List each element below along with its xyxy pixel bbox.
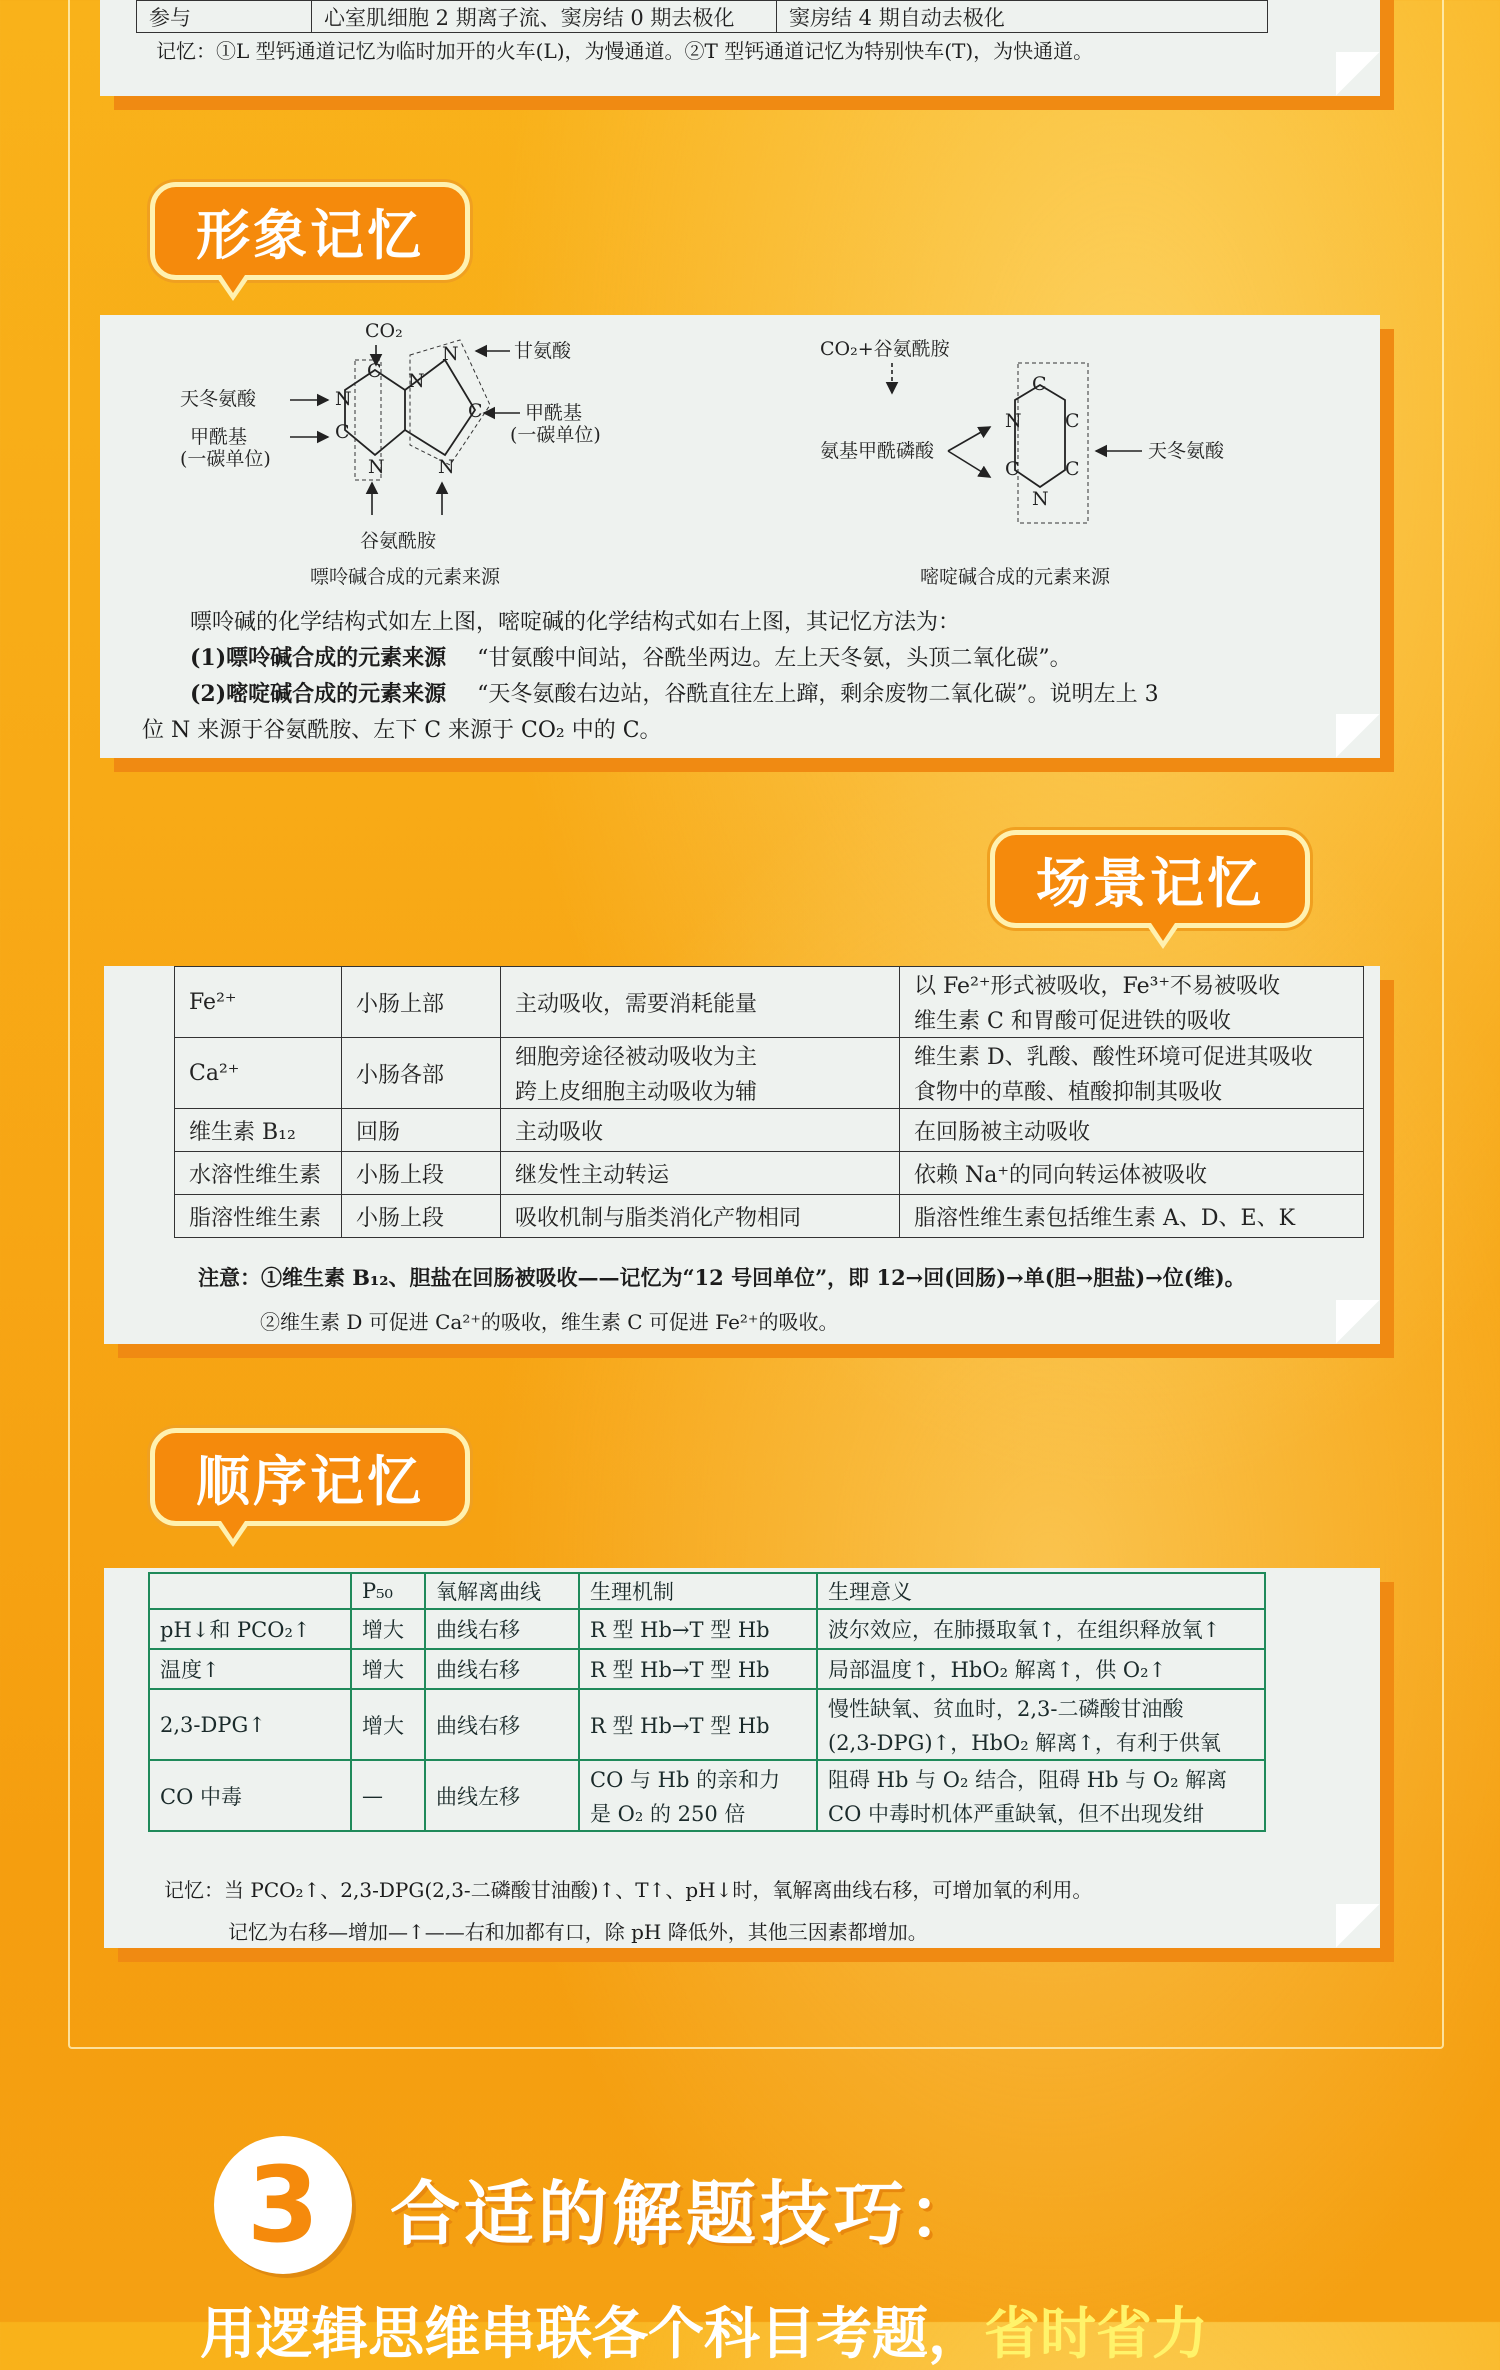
table-header: P₅₀ bbox=[351, 1573, 425, 1609]
purine-caption: 嘌呤碱合成的元素来源 bbox=[310, 566, 501, 588]
svg-text:C: C bbox=[367, 360, 382, 382]
table-cell: 波尔效应，在肺摄取氧↑，在组织释放氧↑ bbox=[817, 1609, 1265, 1649]
table-cell: 增大 bbox=[351, 1689, 425, 1760]
table-cell: 曲线右移 bbox=[425, 1689, 579, 1760]
table-row bbox=[175, 1152, 1364, 1195]
table-cell: 阻碍 Hb 与 O₂ 结合，阻碍 Hb 与 O₂ 解离 bbox=[817, 1760, 1265, 1796]
table-cell: 曲线右移 bbox=[425, 1649, 579, 1689]
para-intro: 嘌呤碱的化学结构式如左上图，嘧啶碱的化学结构式如右上图，其记忆方法为： bbox=[190, 610, 961, 635]
table-cell: 继发性主动转运 bbox=[501, 1152, 900, 1195]
para-pyrimidine-text: “天冬氨酸右边站，谷酰直往左上蹿，剩余废物二氧化碳”。说明左上 3 bbox=[477, 682, 1159, 707]
svg-text:C: C bbox=[1032, 373, 1047, 395]
card-absorption bbox=[104, 966, 1380, 1344]
purine-formyl-left-sub: (一碳单位) bbox=[180, 448, 271, 470]
absorption-table bbox=[174, 966, 1364, 1238]
svg-text:C: C bbox=[335, 421, 350, 443]
svg-text:N: N bbox=[335, 388, 352, 410]
table-cell: R 型 Hb→T 型 Hb bbox=[579, 1649, 817, 1689]
para-purine-label: (1)嘌呤碱合成的元素来源 bbox=[190, 645, 447, 671]
pyrimidine-caption: 嘧啶碱合成的元素来源 bbox=[920, 566, 1111, 588]
table-cell: 温度↑ bbox=[149, 1649, 351, 1689]
pyrimidine-left-label: 氨基甲酰磷酸 bbox=[820, 440, 935, 462]
table-header-row bbox=[149, 1573, 1265, 1609]
table-cell: 局部温度↑，HbO₂ 解离↑，供 O₂↑ bbox=[817, 1649, 1265, 1689]
table-cell: 脂溶性维生素包括维生素 A、D、E、K bbox=[900, 1195, 1364, 1238]
pyrimidine-top-label: CO₂+谷氨酰胺 bbox=[820, 338, 950, 360]
page-fold bbox=[1336, 714, 1380, 758]
table-cell: 回肠 bbox=[342, 1109, 501, 1152]
table-cell: 维生素 D、乳酸、酸性环境可促进其吸收 bbox=[900, 1038, 1364, 1074]
table-cell: 心室肌细胞 2 期离子流、窦房结 0 期去极化 bbox=[312, 1, 777, 33]
svg-text:N: N bbox=[442, 343, 459, 365]
svg-text:N: N bbox=[1032, 488, 1049, 510]
table-cell: 跨上皮细胞主动吸收为辅 bbox=[501, 1073, 900, 1109]
table-row bbox=[175, 967, 1364, 1003]
para-pyrimidine-label: (2)嘧啶碱合成的元素来源 bbox=[190, 681, 447, 707]
table-cell: Ca²⁺ bbox=[175, 1038, 342, 1109]
table-cell: 主动吸收 bbox=[501, 1109, 900, 1152]
table-cell: 窦房结 4 期自动去极化 bbox=[777, 1, 1268, 33]
note-line-1: 注意：①维生素 B₁₂、胆盐在回肠被吸收——记忆为“12 号回单位”，即 12→回(回肠)→单(胆→胆盐)→位(维)。 bbox=[198, 1265, 1246, 1290]
table-cell: 食物中的草酸、植酸抑制其吸收 bbox=[900, 1073, 1364, 1109]
table-header bbox=[149, 1573, 351, 1609]
purine-formyl-right: 甲酰基 bbox=[525, 402, 583, 424]
section-title-text: 顺序记忆 bbox=[196, 1449, 424, 1513]
table-cell: Fe²⁺ bbox=[175, 967, 342, 1038]
section-title-text: 形象记忆 bbox=[196, 203, 424, 267]
table-cell: 2,3-DPG↑ bbox=[149, 1689, 351, 1760]
card-calcium-channel bbox=[100, 0, 1380, 96]
table-cell: 水溶性维生素 bbox=[175, 1152, 342, 1195]
section-title-text: 场景记忆 bbox=[1036, 851, 1264, 915]
para-pyrimidine bbox=[190, 677, 1159, 708]
pyrimidine-right-label: 天冬氨酸 bbox=[1148, 440, 1225, 462]
slogan-white: 用逻辑思维串联各个科目考题， bbox=[200, 2302, 984, 2367]
table-cell: (2,3-DPG)↑，HbO₂ 解离↑，有利于供氧 bbox=[817, 1725, 1265, 1760]
memo-line-2: 记忆为右移—增加—↑——右和加都有口，除 pH 降低外，其他三因素都增加。 bbox=[228, 1920, 928, 1944]
pyrimidine-diagram bbox=[800, 315, 1320, 615]
table-cell: 小肠上部 bbox=[342, 967, 501, 1038]
table-header: 生理机制 bbox=[579, 1573, 817, 1609]
table-cell: R 型 Hb→T 型 Hb bbox=[579, 1609, 817, 1649]
table-cell: 慢性缺氧、贫血时，2,3-二磷酸甘油酸 bbox=[817, 1689, 1265, 1725]
page-fold bbox=[1336, 1904, 1380, 1948]
page-fold bbox=[1336, 1300, 1380, 1344]
purine-diagram bbox=[180, 315, 740, 615]
table-cell: 吸收机制与脂类消化产物相同 bbox=[501, 1195, 900, 1238]
section-3-badge bbox=[214, 2136, 352, 2274]
svg-text:N: N bbox=[408, 370, 425, 392]
svg-text:N: N bbox=[438, 456, 455, 478]
purine-formyl-left: 甲酰基 bbox=[190, 426, 248, 448]
table-row bbox=[149, 1760, 1265, 1796]
table-row bbox=[149, 1609, 1265, 1649]
card-base-synthesis bbox=[100, 315, 1380, 758]
section-number: 3 bbox=[246, 2144, 320, 2266]
table-cell: 曲线右移 bbox=[425, 1609, 579, 1649]
table-cell: CO 中毒 bbox=[149, 1760, 351, 1831]
table-cell: 曲线左移 bbox=[425, 1760, 579, 1831]
table-cell: R 型 Hb→T 型 Hb bbox=[579, 1689, 817, 1760]
memo-text: 记忆：①L 型钙通道记忆为临时加开的火车(L)，为慢通道。②T 型钙通道记忆为特别快车(T)，为快通道。 bbox=[156, 39, 1094, 63]
table-row bbox=[149, 1689, 1265, 1725]
page-fold bbox=[1336, 52, 1380, 96]
table-header: 生理意义 bbox=[817, 1573, 1265, 1609]
svg-text:N: N bbox=[1005, 410, 1022, 432]
para-purine-text: “甘氨酸中间站，谷酰坐两边。左上天冬氨，头顶二氧化碳”。 bbox=[477, 646, 1072, 671]
purine-gly-label: 甘氨酸 bbox=[514, 340, 572, 362]
svg-text:C: C bbox=[1065, 458, 1080, 480]
section-title-visual-memory bbox=[150, 182, 470, 280]
table-row-head: 参与 bbox=[137, 1, 312, 33]
table-cell: 以 Fe²⁺形式被吸收，Fe³⁺不易被吸收 bbox=[900, 967, 1364, 1003]
purine-asp-label: 天冬氨酸 bbox=[180, 388, 257, 410]
para-explain: 位 N 来源于谷氨酰胺、左下 C 来源于 CO₂ 中的 C。 bbox=[142, 718, 662, 743]
table-cell: 增大 bbox=[351, 1649, 425, 1689]
table-row bbox=[149, 1649, 1265, 1689]
table-cell: 小肠上段 bbox=[342, 1195, 501, 1238]
svg-text:C: C bbox=[1065, 410, 1080, 432]
pyrimidine-ring bbox=[1015, 385, 1065, 487]
table-cell: 细胞旁途径被动吸收为主 bbox=[501, 1038, 900, 1074]
table-cell: 维生素 C 和胃酸可促进铁的吸收 bbox=[900, 1002, 1364, 1038]
table-cell: pH↓和 PCO₂↑ bbox=[149, 1609, 351, 1649]
section-title-sequence-memory bbox=[150, 1428, 470, 1526]
table-cell: CO 中毒时机体严重缺氧，但不出现发绀 bbox=[817, 1796, 1265, 1831]
table-cell: 维生素 B₁₂ bbox=[175, 1109, 342, 1152]
section-title-scene-memory bbox=[990, 830, 1310, 928]
calcium-channel-table bbox=[136, 0, 1268, 33]
table-cell: 依赖 Na⁺的同向转运体被吸收 bbox=[900, 1152, 1364, 1195]
oxygen-table bbox=[148, 1572, 1266, 1832]
purine-six-ring bbox=[345, 370, 405, 455]
table-header: 氧解离曲线 bbox=[425, 1573, 579, 1609]
table-cell: 小肠上段 bbox=[342, 1152, 501, 1195]
table-cell: 主动吸收，需要消耗能量 bbox=[501, 967, 900, 1038]
slogan-yellow: 省时省力 bbox=[984, 2302, 1208, 2367]
table-cell: — bbox=[351, 1760, 425, 1831]
table-cell: 脂溶性维生素 bbox=[175, 1195, 342, 1238]
note-line-2: ②维生素 D 可促进 Ca²⁺的吸收，维生素 C 可促进 Fe²⁺的吸收。 bbox=[260, 1310, 839, 1334]
table-cell: 增大 bbox=[351, 1609, 425, 1649]
purine-gln-label: 谷氨酰胺 bbox=[360, 530, 437, 552]
bottom-slogan bbox=[200, 2290, 1208, 2370]
table-cell: 小肠各部 bbox=[342, 1038, 501, 1109]
svg-text:C: C bbox=[1005, 458, 1020, 480]
table-row bbox=[175, 1109, 1364, 1152]
table-cell: CO 与 Hb 的亲和力 bbox=[579, 1760, 817, 1796]
bottom-title: 合适的解题技巧： bbox=[390, 2173, 982, 2255]
para-purine bbox=[190, 641, 1072, 672]
purine-formyl-right-sub: (一碳单位) bbox=[510, 424, 601, 446]
card-oxygen-curve bbox=[104, 1568, 1380, 1948]
svg-text:N: N bbox=[368, 456, 385, 478]
svg-text:C: C bbox=[468, 400, 483, 422]
memo-line-1: 记忆：当 PCO₂↑、2,3-DPG(2,3-二磷酸甘油酸)↑、T↑、pH↓时，氧解离曲线右移，可增加氧的利用。 bbox=[164, 1878, 1093, 1902]
purine-co2-label: CO₂ bbox=[365, 320, 403, 342]
table-cell: 在回肠被主动吸收 bbox=[900, 1109, 1364, 1152]
table-cell: 是 O₂ 的 250 倍 bbox=[579, 1796, 817, 1831]
table-row bbox=[175, 1195, 1364, 1238]
table-row bbox=[175, 1038, 1364, 1074]
